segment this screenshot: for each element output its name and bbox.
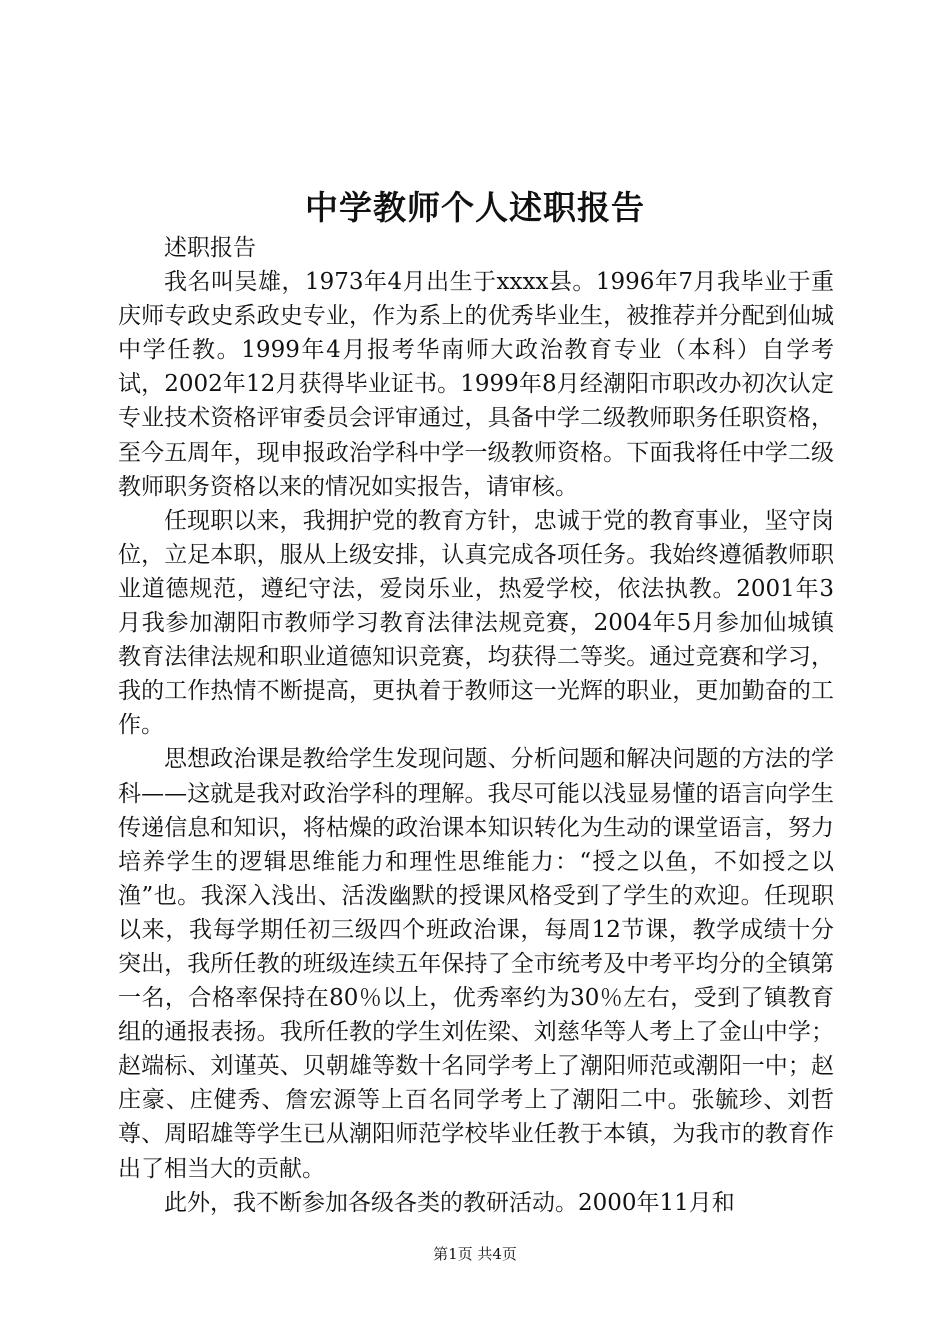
document-title: 中学教师个人述职报告	[305, 188, 645, 227]
paragraph-research: 此外，我不断参加各级各类的教研活动。2000年11月和	[164, 1189, 735, 1216]
paragraph-ethics: 任现职以来，我拥护党的教育方针，忠诚于党的教育事业，坚守岗位，立足本职，服从上级安排，认真完成各项任务。我始终遵循教师职业道德规范，遵纪守法，爱岗乐业，热爱学校，依法执教。2001年3月我参加潮阳市教师学习教育法律法规竞赛，2004年5月参加仙城镇教育法律法规和职业道德知识竞赛，均获得二等奖。通过竞赛和学习，我的工作热情不断提高，更执着于教师这一光辉的职业，更加勤奋的工作。	[118, 507, 834, 739]
document-body	[118, 231, 834, 1220]
paragraph-teaching: 思想政治课是教给学生发现问题、分析问题和解决问题的方法的学科——这就是我对政治学科的理解。我尽可能以浅显易懂的语言向学生传递信息和知识，将枯燥的政治课本知识转化为生动的课堂语言，努力培养学生的逻辑思维能力和理性思维能力：“授之以鱼，不如授之以渔”也。我深入浅出、活泼幽默的授课风格受到了学生的欢迎。任现职以来，我每学期任初三级四个班政治课，每周12节课，教学成绩十分突出，我所任教的班级连续五年保持了全市统考及中考平均分的全镇第一名，合格率保持在80％以上，优秀率约为30％左右，受到了镇教育组的通报表扬。我所任教的学生刘佐梁、刘慈华等人考上了金山中学；赵端标、刘谨英、贝朝雄等数十名同学考上了潮阳师范或潮阳一中；赵庄豪、庄健秀、詹宏源等上百名同学考上了潮阳二中。张毓珍、刘哲尊、周昭雄等学生已从潮阳师范学校毕业任教于本镇，为我市的教育作出了相当大的贡献。	[118, 746, 834, 1182]
page-number: 第1页 共4页	[433, 1245, 517, 1263]
paragraph-introduction: 我名叫吴雄，1973年4月出生于xxxx县。1996年7月我毕业于重庆师专政史系政史专业，作为系上的优秀毕业生，被推荐并分配到仙城中学任教。1999年4月报考华南师大政治教育专业（本科）自学考试，2002年12月获得毕业证书。1999年8月经潮阳市职改办初次认定专业技术资格评审委员会评审通过，具备中学二级教师职务任职资格，至今五周年，现申报政治学科中学一级教师资格。下面我将任中学二级教师职务资格以来的情况如实报告，请审核。	[118, 269, 834, 500]
paragraph-heading: 述职报告	[164, 235, 256, 261]
